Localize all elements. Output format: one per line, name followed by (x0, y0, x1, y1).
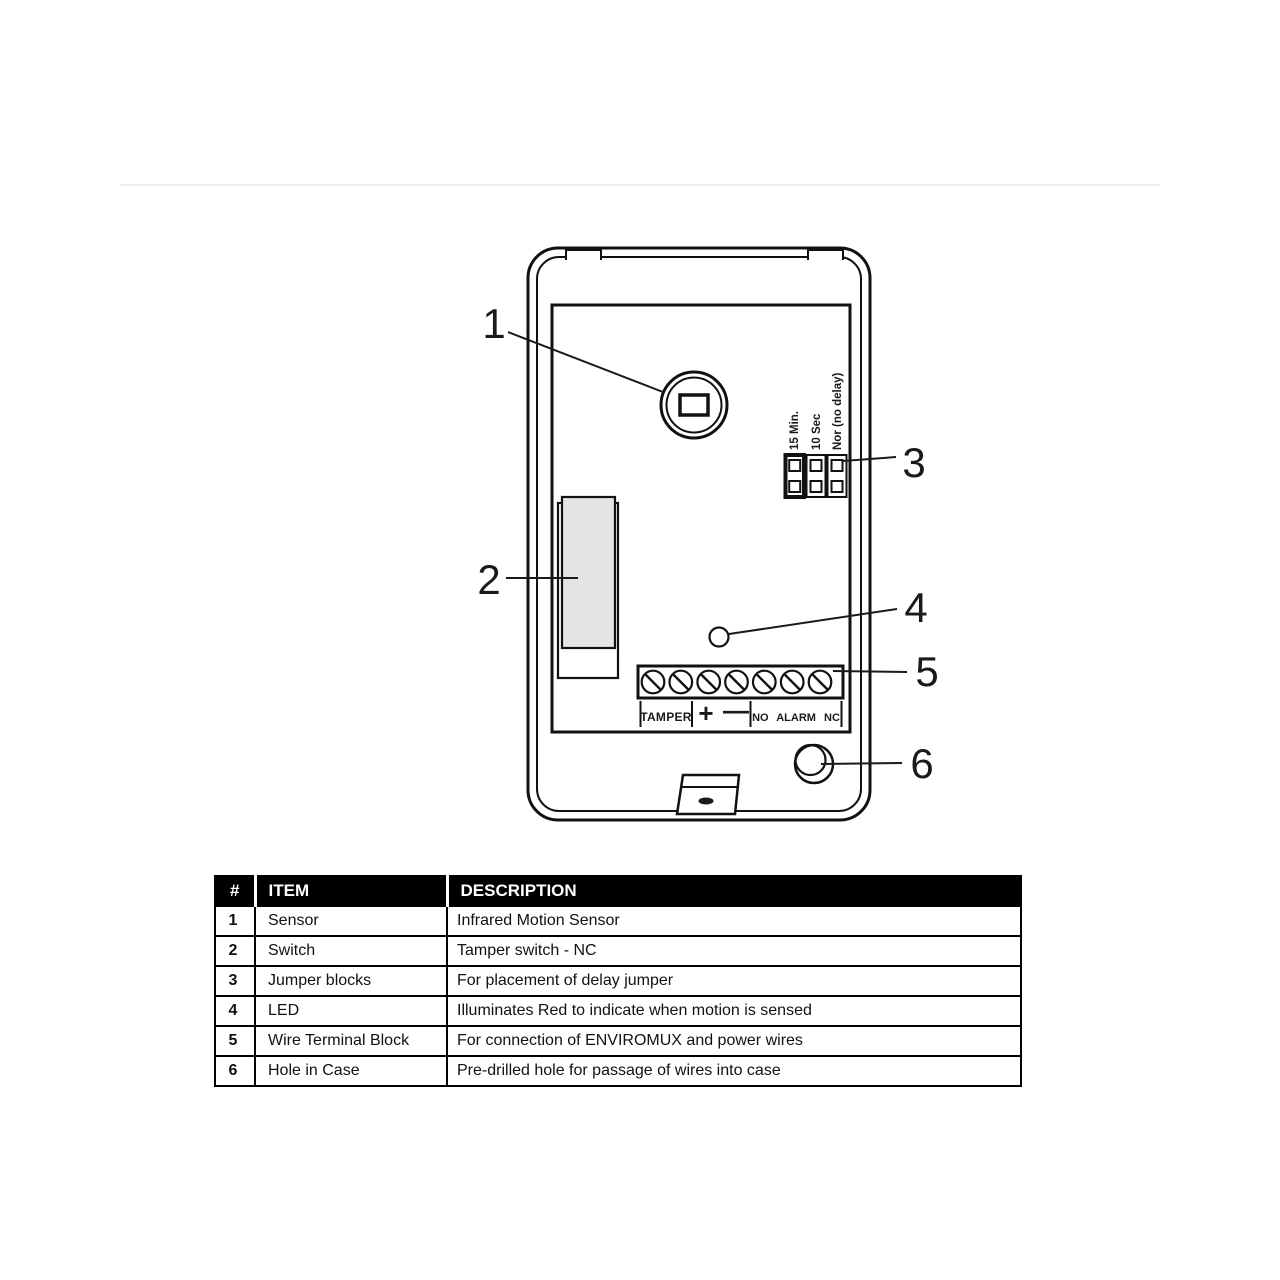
terminal-label-minus: — (723, 695, 749, 725)
table-row (215, 1056, 1021, 1086)
callout-1: 1 (482, 300, 506, 347)
row-item: Sensor (255, 906, 447, 936)
row-item: Switch (255, 936, 447, 966)
mounting-tab-body (677, 775, 739, 814)
header-item: ITEM (255, 876, 447, 906)
tamper-switch-icon (558, 497, 618, 678)
callout-5: 5 (915, 648, 939, 695)
row-item: Jumper blocks (255, 966, 447, 996)
mounting-tab (677, 775, 739, 814)
row-number: 5 (215, 1026, 255, 1056)
case-top-notch-left (566, 250, 601, 260)
terminal-label-contacts: NO ALARM NC (752, 712, 840, 724)
row-item: LED (255, 996, 447, 1026)
table-row (215, 936, 1021, 966)
callout-3: 3 (902, 439, 926, 486)
row-number: 6 (215, 1056, 255, 1086)
row-number: 3 (215, 966, 255, 996)
table-row (215, 1026, 1021, 1056)
callout-4: 4 (904, 584, 928, 631)
mounting-tab-slot (699, 798, 714, 805)
row-item: Hole in Case (255, 1056, 447, 1086)
header-description: DESCRIPTION (447, 876, 1021, 906)
parts-table (214, 875, 1022, 1087)
row-number: 2 (215, 936, 255, 966)
row-description: Pre-drilled hole for passage of wires into case (447, 1056, 1021, 1086)
row-description: Infrared Motion Sensor (447, 906, 1021, 936)
table-row (215, 906, 1021, 936)
table-header-row (215, 876, 1021, 906)
row-description: For placement of delay jumper (447, 966, 1021, 996)
terminal-label-plus: + (698, 698, 714, 728)
table-row (215, 996, 1021, 1026)
switch-actuator (562, 497, 615, 648)
callout-6: 6 (910, 740, 934, 787)
row-description: For connection of ENVIROMUX and power wires (447, 1026, 1021, 1056)
row-description: Tamper switch - NC (447, 936, 1021, 966)
case-top-notch-right (808, 250, 843, 260)
leader-line-5 (833, 671, 907, 672)
row-description: Illuminates Red to indicate when motion is sensed (447, 996, 1021, 1026)
table-row (215, 966, 1021, 996)
header-number: # (215, 876, 255, 906)
leader-line-6 (821, 763, 902, 764)
callout-2: 2 (477, 556, 501, 603)
row-item: Wire Terminal Block (255, 1026, 447, 1056)
parts-table-container (214, 875, 1022, 1087)
row-number: 1 (215, 906, 255, 936)
row-number: 4 (215, 996, 255, 1026)
jumper-label-15min: 15 Min. (789, 411, 801, 450)
jumper-label-10sec: 10 Sec (811, 413, 823, 450)
terminal-label-tamper: TAMPER (640, 710, 692, 724)
jumper-label-nor: Nor (no delay) (832, 372, 844, 450)
